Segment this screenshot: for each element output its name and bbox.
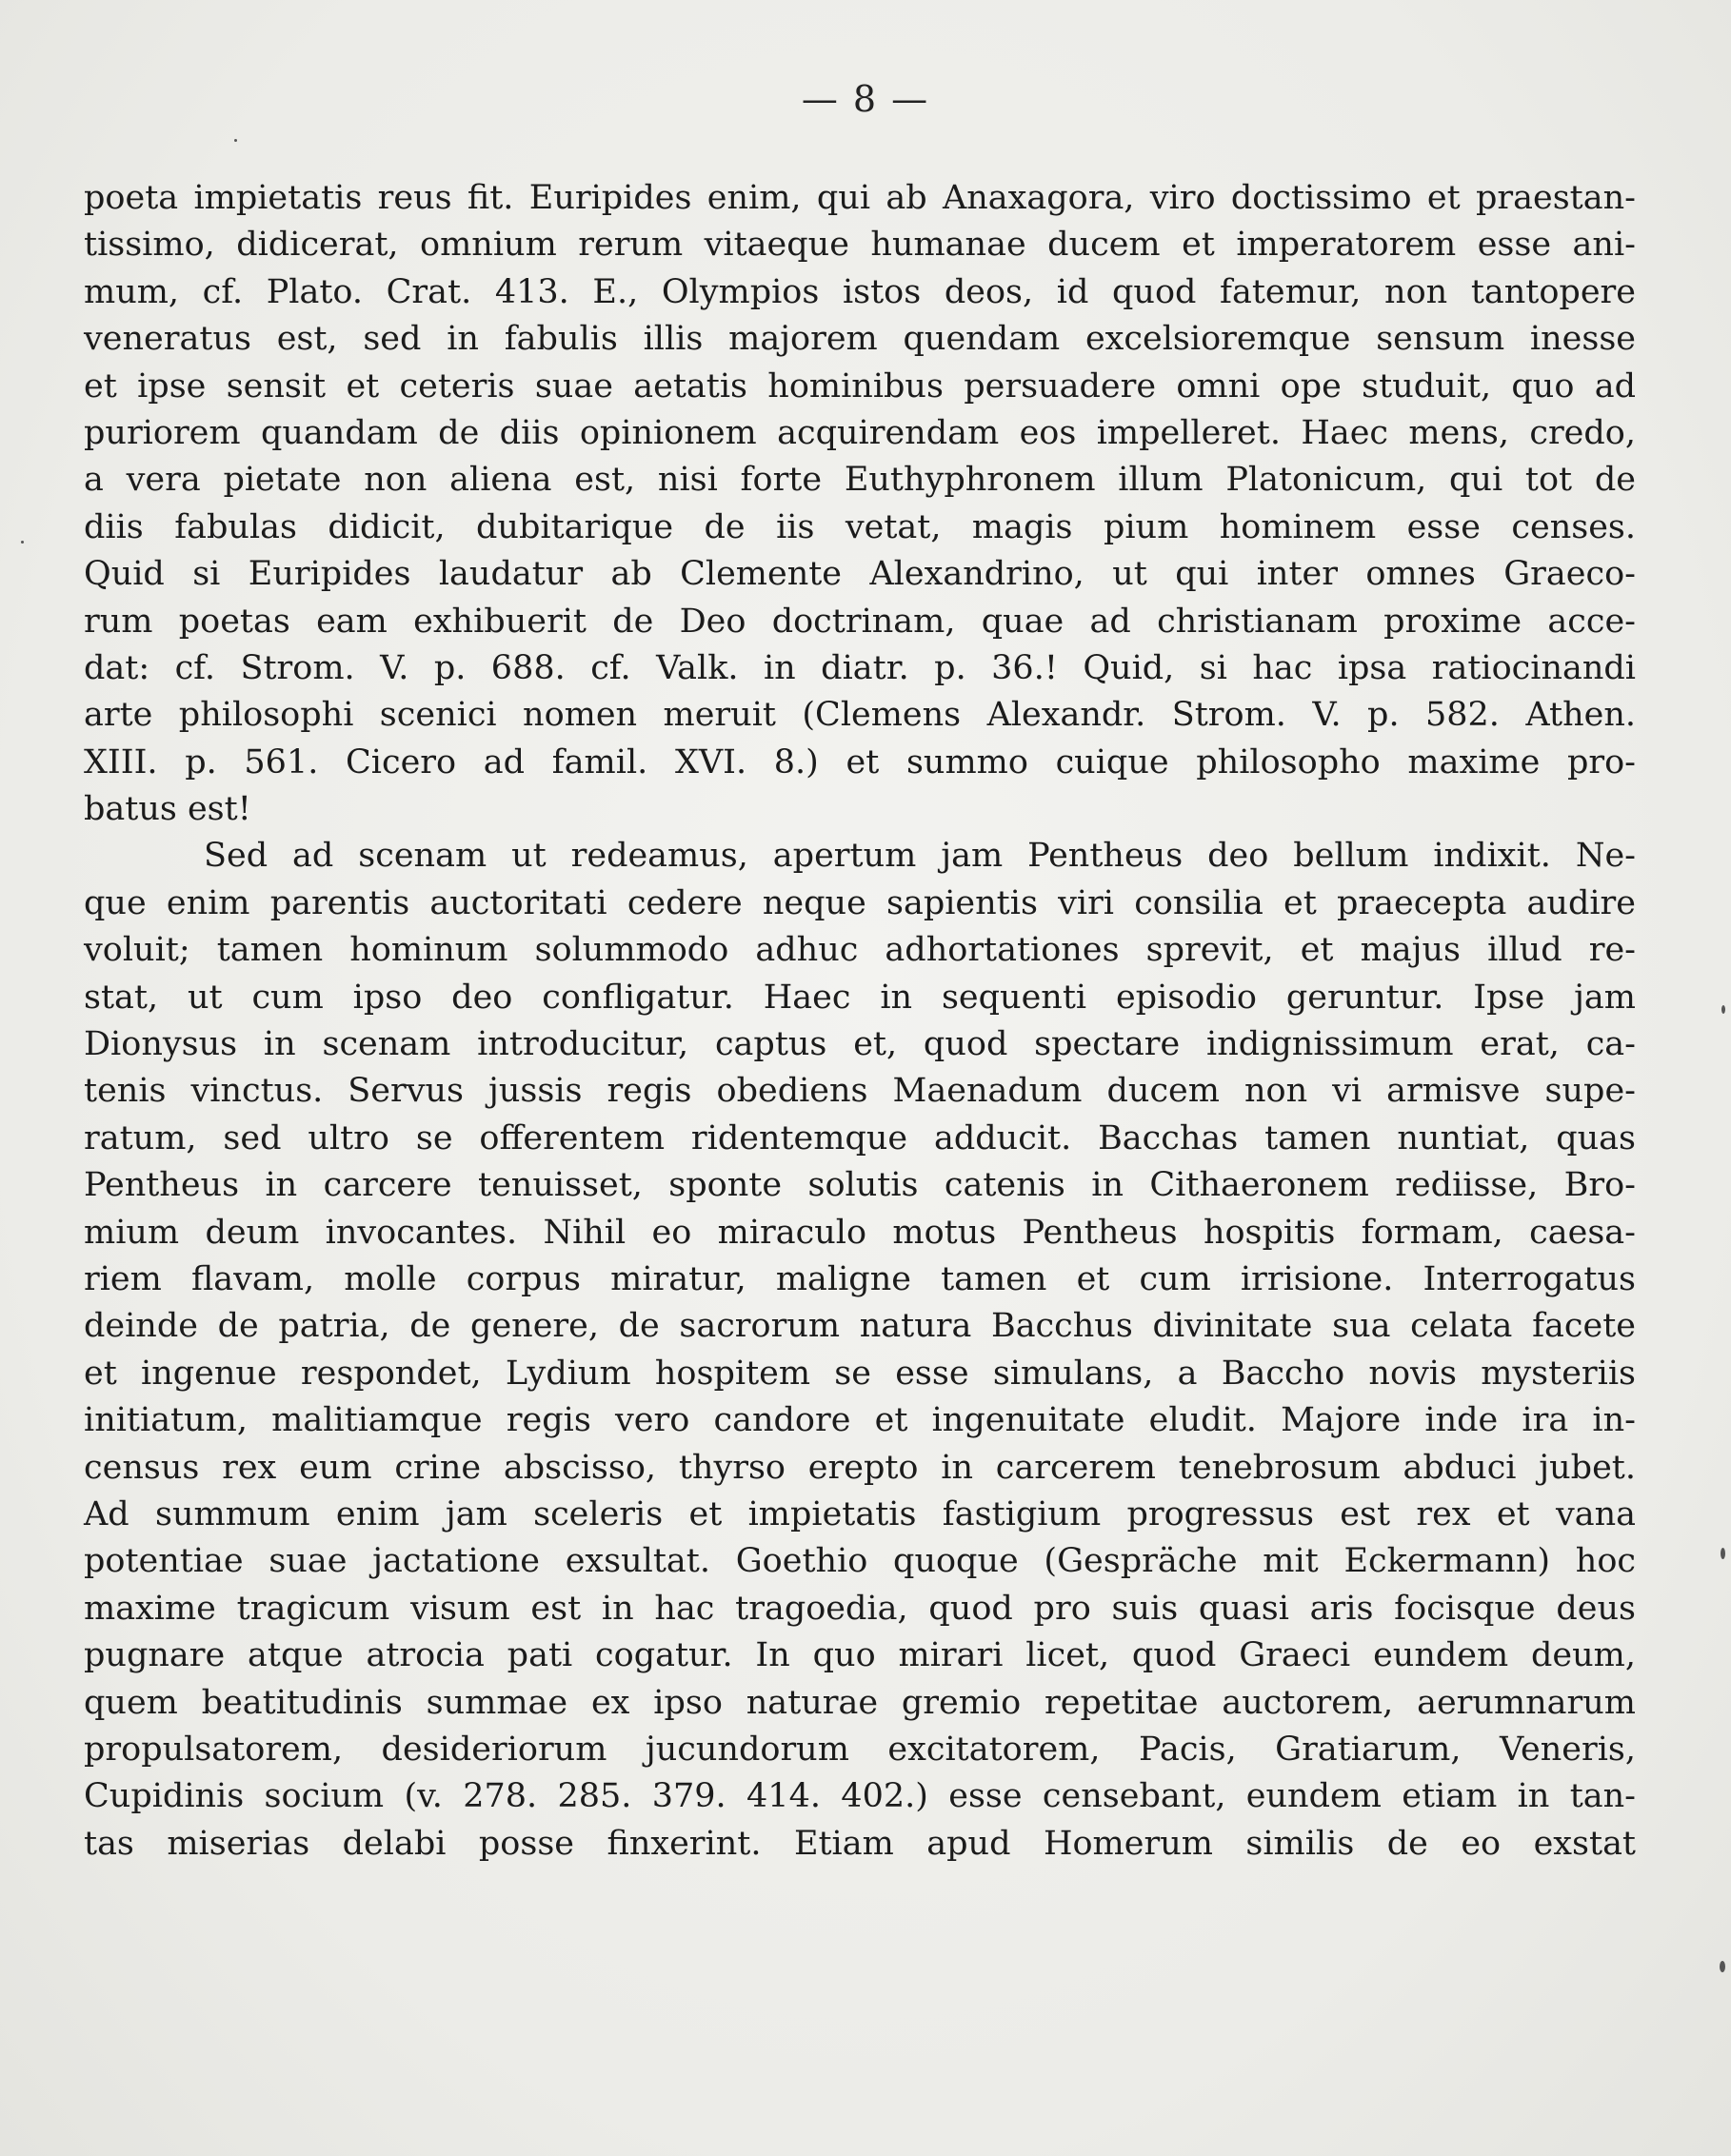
text-line: veneratus est, sed in fabulis illis majorem quendam excelsioremque sensum inesse bbox=[84, 320, 1636, 359]
text-line: mum, cf. Plato. Crat. 413. E., Olympios istos deos, id quod fatemur, non tantopere bbox=[84, 272, 1636, 311]
text-line: tissimo, didicerat, omnium rerum vitaeque humanae ducem et imperatorem esse ani- bbox=[84, 226, 1636, 265]
scan-speck bbox=[1720, 1961, 1725, 1972]
paragraph-2 bbox=[84, 833, 1636, 1868]
text-line: et ipse sensit et ceteris suae aetatis hominibus persuadere omni ope studuit, quo ad bbox=[84, 366, 1636, 405]
text-line: stat, ut cum ipso deo confligatur. Haec in sequenti episodio geruntur. Ipse jam bbox=[84, 978, 1636, 1017]
text-line: Ad summum enim jam sceleris et impietatis fastigium progressus est rex et vana bbox=[84, 1494, 1636, 1533]
text-line: Quid si Euripides laudatur ab Clemente Alexandrino, ut qui inter omnes Graeco- bbox=[84, 555, 1636, 594]
text-line: riem flavam, molle corpus miratur, maligne tamen et cum irrisione. Interrogatus bbox=[84, 1259, 1636, 1298]
text-line: diis fabulas didicit, dubitarique de iis vetat, magis pium hominem esse censes. bbox=[84, 507, 1636, 546]
text-line: poeta impietatis reus fit. Euripides enim, qui ab Anaxagora, viro doctissimo et praestan- bbox=[84, 179, 1636, 217]
text-line: Sed ad scenam ut redeamus, apertum jam Pentheus deo bellum indixit. Ne- bbox=[204, 837, 1636, 876]
body-text bbox=[84, 175, 1636, 1868]
text-line: Dionysus in scenam introducitur, captus et, quod spectare indignissimum erat, ca- bbox=[84, 1025, 1636, 1064]
text-line: puriorem quandam de diis opinionem acquirendam eos impelleret. Haec mens, credo, bbox=[84, 413, 1636, 452]
text-line: pugnare atque atrocia pati cogatur. In quo mirari licet, quod Graeci eundem deum, bbox=[84, 1636, 1636, 1675]
text-line: tas miserias delabi posse finxerint. Etiam apud Homerum similis de eo exstat bbox=[84, 1824, 1636, 1863]
text-line: dat: cf. Strom. V. p. 688. cf. Valk. in diatr. p. 36.! Quid, si hac ipsa ratiocinandi bbox=[84, 648, 1636, 687]
text-line: voluit; tamen hominum solummodo adhuc adhortationes sprevit, et majus illud re- bbox=[84, 931, 1636, 970]
text-line: initiatum, malitiamque regis vero candore et ingenuitate eludit. Majore inde ira in- bbox=[84, 1401, 1636, 1440]
text-line: rum poetas eam exhibuerit de Deo doctrinam, quae ad christianam proxime acce- bbox=[84, 602, 1636, 641]
text-line: batus est! bbox=[84, 790, 251, 829]
text-line: ratum, sed ultro se offerentem ridentemque adducit. Bacchas tamen nuntiat, quas bbox=[84, 1118, 1636, 1157]
text-line: propulsatorem, desideriorum jucundorum excitatorem, Pacis, Gratiarum, Veneris, bbox=[84, 1730, 1636, 1769]
text-line: potentiae suae jactatione exsultat. Goethio quoque (Gespräche mit Eckermann) hoc bbox=[84, 1542, 1636, 1581]
text-line: mium deum invocantes. Nihil eo miraculo motus Pentheus hospitis formam, caesa- bbox=[84, 1213, 1636, 1252]
text-line: deinde de patria, de genere, de sacrorum natura Bacchus divinitate sua celata facete bbox=[84, 1307, 1636, 1346]
text-line: maxime tragicum visum est in hac tragoedia, quod pro suis quasi aris focisque deus bbox=[84, 1589, 1636, 1628]
scan-speck bbox=[1721, 1548, 1725, 1559]
text-line: a vera pietate non aliena est, nisi forte Euthyphronem illum Platonicum, qui tot de bbox=[84, 461, 1636, 500]
text-line: tenis vinctus. Servus jussis regis obediens Maenadum ducem non vi armisve supe- bbox=[84, 1072, 1636, 1111]
text-line: XIII. p. 561. Cicero ad famil. XVI. 8.) et summo cuique philosopho maxime pro- bbox=[84, 742, 1636, 781]
text-line: que enim parentis auctoritati cedere neque sapientis viri consilia et praecepta audire bbox=[84, 883, 1636, 922]
scan-speck bbox=[21, 541, 24, 544]
text-line: et ingenue respondet, Lydium hospitem se esse simulans, a Baccho novis mysteriis bbox=[84, 1354, 1636, 1393]
scan-speck bbox=[1721, 1005, 1725, 1014]
scan-speck bbox=[234, 139, 237, 142]
text-line: quem beatitudinis summae ex ipso naturae gremio repetitae auctorem, aerumnarum bbox=[84, 1683, 1636, 1722]
text-line: arte philosophi scenici nomen meruit (Clemens Alexandr. Strom. V. p. 582. Athen. bbox=[84, 696, 1636, 735]
page-number: — 8 — bbox=[801, 78, 930, 120]
text-line: Cupidinis socium (v. 278. 285. 379. 414. 402.) esse censebant, eundem etiam in tan- bbox=[84, 1777, 1636, 1816]
paragraph-1 bbox=[84, 175, 1636, 833]
text-line: census rex eum crine abscisso, thyrso erepto in carcerem tenebrosum abduci jubet. bbox=[84, 1448, 1636, 1487]
text-line: Pentheus in carcere tenuisset, sponte solutis catenis in Cithaeronem rediisse, Bro- bbox=[84, 1166, 1636, 1205]
